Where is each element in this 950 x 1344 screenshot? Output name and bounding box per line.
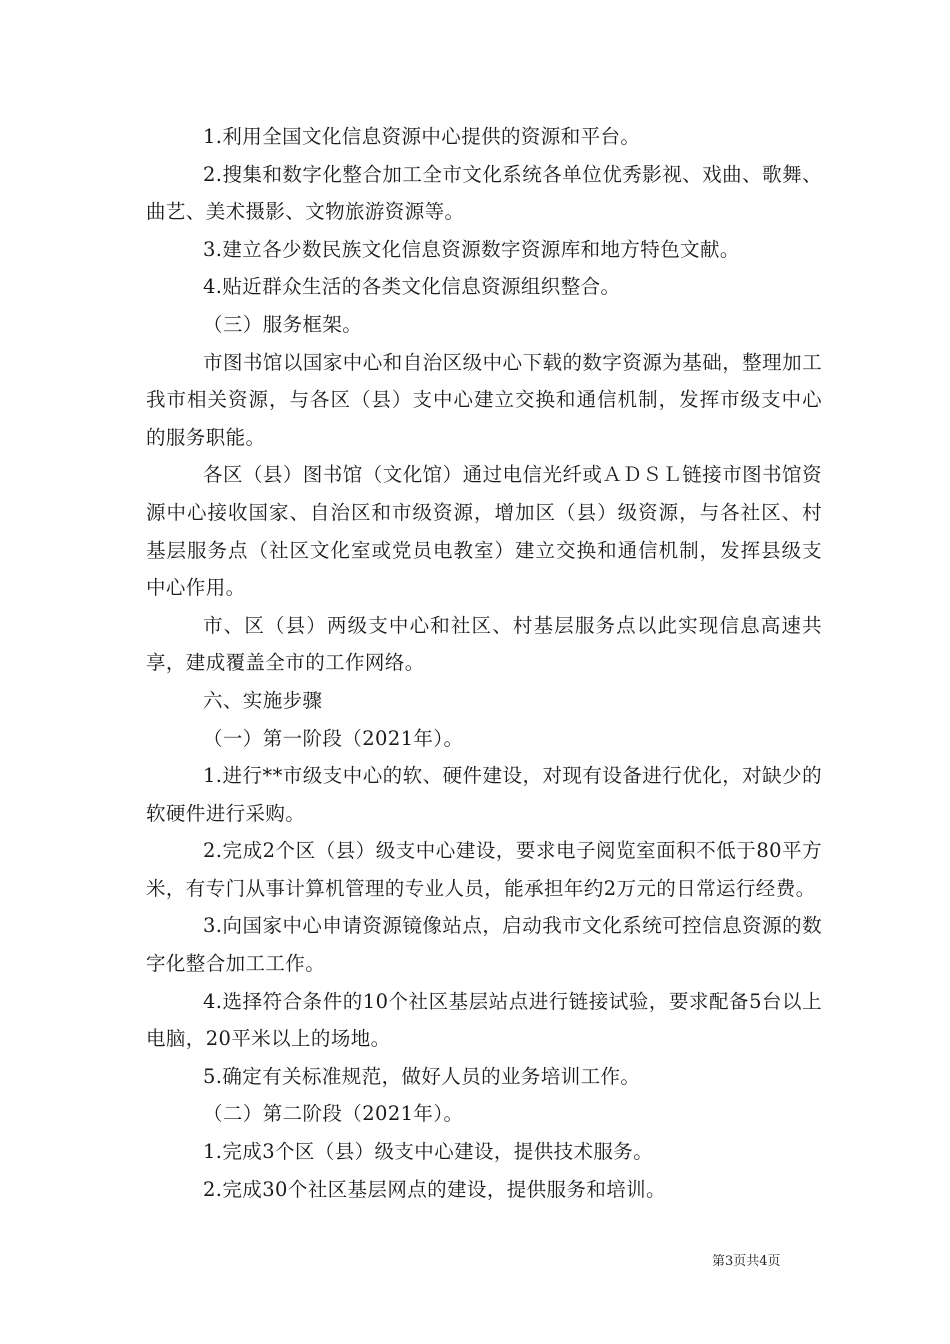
paragraph-digitize-resources: 2.搜集和数字化整合加工全市文化系统各单位优秀影视、戏曲、歌舞、曲艺、美术摄影、文物旅游资源等。 [146, 162, 822, 224]
paragraph-minority-database: 3.建立各少数民族文化信息资源数字资源库和地方特色文献。 [203, 237, 740, 261]
paragraph-district-library: 各区（县）图书馆（文化馆）通过电信光纤或ＡＤＳＬ链接市图书馆资源中心接收国家、自治区和市级资源，增加区（县）级资源，与各社区、村基层服务点（社区文化室或党员电教室）建立交换和通信机制，发挥县级支中心作用。 [146, 463, 822, 600]
page-number-footer: 第3页共4页 [712, 1254, 781, 1269]
paragraph-phase-one-item-5: 5.确定有关标准规范，做好人员的业务培训工作。 [203, 1064, 641, 1088]
section-heading-phase-two: （二）第二阶段（2021年）。 [203, 1102, 464, 1126]
paragraph-phase-one-item-3: 3.向国家中心申请资源镜像站点，启动我市文化系统可控信息资源的数字化整合加工工作。 [146, 914, 822, 976]
paragraph-phase-one-item-4: 4.选择符合条件的10个社区基层站点进行链接试验，要求配备5台以上电脑，20平米以上的场地。 [146, 989, 822, 1051]
paragraph-public-resources: 4.贴近群众生活的各类文化信息资源组织整合。 [203, 275, 621, 299]
paragraph-phase-one-item-2: 2.完成2个区（县）级支中心建设，要求电子阅览室面积不低于80平方米，有专门从事计算机管理的专业人员，能承担年约2万元的日常运行经费。 [146, 839, 822, 900]
document-body [146, 118, 822, 1208]
section-heading-implementation-steps: 六、实施步骤 [203, 688, 323, 712]
paragraph-phase-two-item-2: 2.完成30个社区基层网点的建设，提供服务和培训。 [203, 1177, 666, 1201]
section-heading-service-framework: （三）服务框架。 [203, 312, 363, 336]
paragraph-network-sharing: 市、区（县）两级支中心和社区、村基层服务点以此实现信息高速共享，建成覆盖全市的工作网络。 [146, 613, 822, 675]
paragraph-phase-two-item-1: 1.完成3个区（县）级支中心建设，提供技术服务。 [203, 1140, 654, 1164]
paragraph-phase-one-item-1: 1.进行**市级支中心的软、硬件建设，对现有设备进行优化，对缺少的软硬件进行采购。 [146, 764, 822, 825]
paragraph-resource-platform: 1.利用全国文化信息资源中心提供的资源和平台。 [203, 125, 641, 148]
section-heading-phase-one: （一）第一阶段（2021年）。 [203, 726, 464, 750]
paragraph-city-library: 市图书馆以国家中心和自治区级中心下载的数字资源为基础，整理加工我市相关资源，与各区（县）支中心建立交换和通信机制，发挥市级支中心的服务职能。 [146, 350, 822, 449]
